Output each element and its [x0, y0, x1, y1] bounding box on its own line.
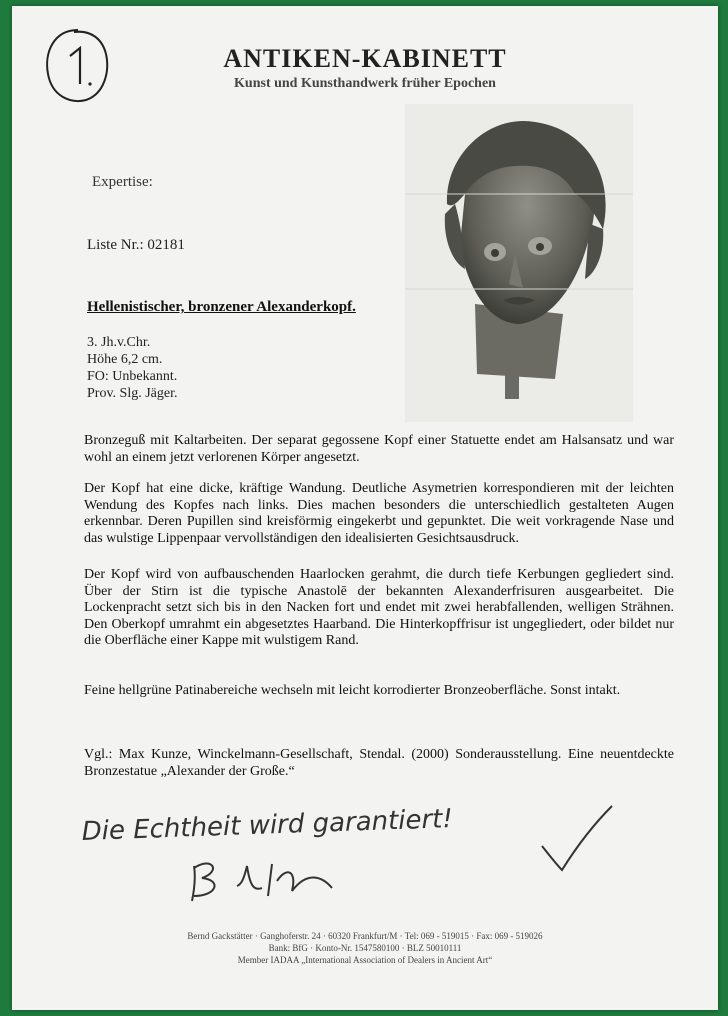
paragraph-comparison: Vgl.: Max Kunze, Winckelmann-Gesellschaft, Stendal. (2000) Sonderausstellung. Eine neuentdeckte Bronzestatue „Alexander der Große.“	[84, 747, 674, 779]
document-page	[12, 6, 718, 1010]
page-title: ANTIKEN-KABINETT	[223, 44, 507, 73]
handwritten-note: Die Echtheit wird garantiert!	[81, 804, 454, 847]
liste-number: Liste Nr.: 02181	[87, 237, 185, 253]
footer-address: Bernd Gackstätter · Ganghoferstr. 24 · 60320 Frankfurt/M · Tel: 069 - 519015 · Fax: 069 - 519026	[187, 931, 543, 941]
object-meta	[87, 334, 177, 402]
bronze-head-photo	[405, 104, 633, 422]
meta-date: 3. Jh.v.Chr.	[87, 335, 151, 350]
paragraph-technique: Bronzeguß mit Kaltarbeiten. Der separat gegossene Kopf einer Statuette endet am Halsansatz und war wohl an einem jetzt verlorenen Körper angesetzt.	[84, 433, 674, 465]
meta-height: Höhe 6,2 cm.	[87, 352, 163, 367]
paragraph-hair-description: Der Kopf wird von aufbauschenden Haarlocken gerahmt, die durch tiefe Kerbungen gegliedert sind. Über der Stirn ist die typische Anastolē der bekannten Alexanderfrisuren ausgearbeitet. Die Lockenpracht setzt sich bis in den Nacken fort und endet mit zwei herabfallenden, welligen Strähnen. Den Oberkopf umrahmt ein abgesetztes Haarband. Die Hinterkopffrisur ist ungegliedert, oder bildet nur die Oberfläche einer Kappe mit wulstigem Rand.	[84, 567, 674, 648]
handwritten-guarantee-signature	[72, 796, 652, 916]
footer-bank: Bank: BfG · Konto-Nr. 1547580100 · BLZ 50010111	[268, 943, 462, 953]
object-heading: Hellenistischer, bronzener Alexanderkopf.	[87, 299, 356, 315]
expertise-label: Expertise:	[92, 174, 153, 190]
page-subtitle: Kunst und Kunsthandwerk früher Epochen	[234, 76, 496, 91]
footer-membership: Member IADAA „International Association of Dealers in Ancient Art“	[237, 955, 493, 965]
paragraph-patina: Feine hellgrüne Patinabereiche wechseln mit leicht korrodierter Bronzeoberfläche. Sonst intakt.	[84, 683, 621, 698]
paragraph-head-description: Der Kopf hat eine dicke, kräftige Wandung. Deutliche Asymetrien korrespondieren mit der leichten Wendung des Kopfes nach links. Dies machen besonders die unterschiedlich gestalteten Augen erkennbar. Deren Pupillen sind kreisförmig eingekerbt und gepunktet. Die weit vorkragende Nase und das wulstige Lippenpaar vervollständigen den idealisierten Gesichtsausdruck.	[84, 481, 674, 546]
meta-findspot: FO: Unbekannt.	[87, 369, 178, 384]
letterhead-footer	[12, 930, 718, 966]
meta-provenance: Prov. Slg. Jäger.	[87, 386, 178, 401]
